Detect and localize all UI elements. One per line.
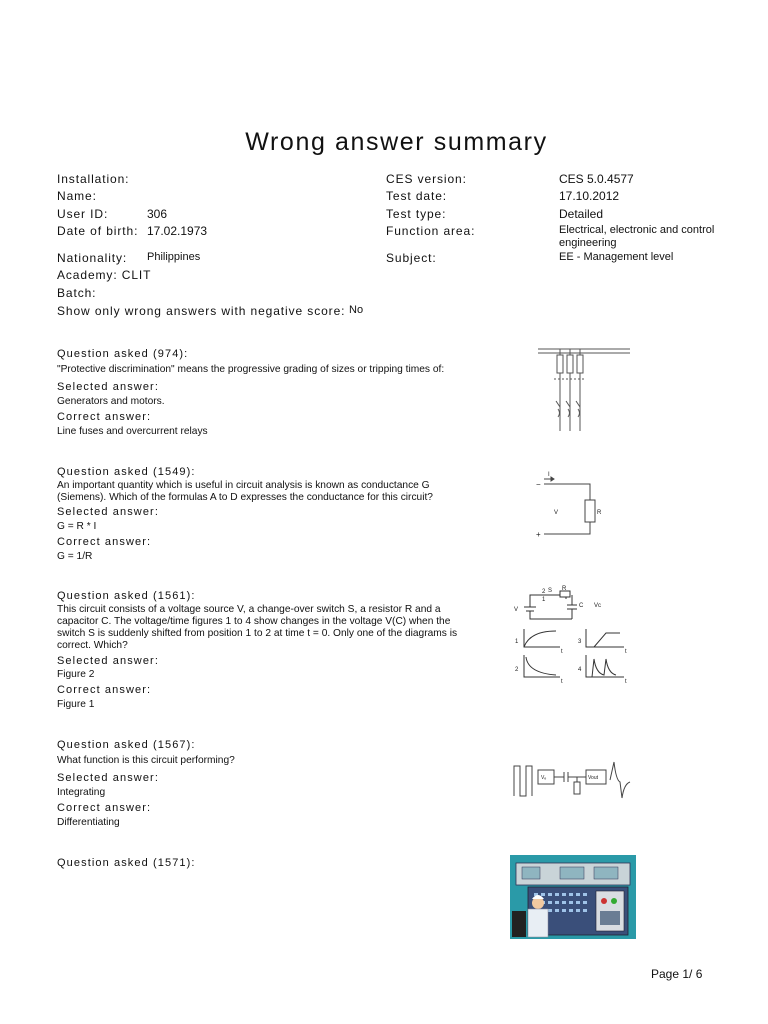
nationality-value: Philippines (147, 251, 201, 263)
figure-1549-plus: + (536, 530, 541, 539)
question-1549-selected: G = R * I (57, 521, 97, 532)
figure-1571-indicator-red (601, 898, 607, 904)
figure-1561-label-s: S (548, 588, 553, 594)
test-date-label: Test date: (386, 189, 448, 203)
question-1561-label: Question asked (1561): (57, 590, 196, 602)
figure-1561-label-switch-2: 2 (542, 589, 546, 595)
figure-1567-block1-label: Vₑ (541, 775, 547, 781)
selected-answer-label: Selected answer: (57, 506, 159, 518)
subject-label: Subject: (386, 251, 437, 265)
test-type-value: Detailed (559, 207, 604, 221)
correct-answer-label: Correct answer: (57, 684, 152, 696)
figure-1561-graph-3-number: 3 (578, 639, 582, 645)
figure-1561-graph-3-axes (586, 629, 624, 647)
question-974-label: Question asked (974): (57, 348, 189, 360)
question-1567-label: Question asked (1567): (57, 739, 196, 751)
figure-1571-operator-body (528, 909, 548, 937)
academy-text: Academy: CLIT (57, 268, 152, 282)
nationality-label: Nationality: (57, 251, 128, 265)
question-1567-selected: Integrating (57, 787, 106, 798)
figure-1567-differentiator (510, 752, 636, 808)
page-number: Page 1/ 6 (651, 967, 703, 981)
figure-1561-graph-4-t: t (625, 679, 627, 685)
question-1567-line-1: What function is this circuit performing? (57, 755, 235, 766)
question-974-correct: Line fuses and overcurrent relays (57, 426, 208, 437)
question-1561-text (57, 604, 497, 652)
batch-label: Batch: (57, 286, 97, 300)
figure-1549-resistor-label: R (597, 510, 602, 516)
page-title: Wrong answer summary (245, 128, 548, 156)
figure-1571-control-room-illustration (510, 855, 636, 939)
question-1561-line-2: capacitor C. The voltage/time figures 1 to 4 show changes in the voltage V(C) when the (57, 616, 451, 627)
figure-1571-display-3 (594, 867, 618, 879)
figure-1561-graph-1-number: 1 (515, 639, 519, 645)
question-1561-selected: Figure 2 (57, 669, 95, 680)
question-974-line-1: "Protective discrimination" means the progressive grading of sizes or tripping times of: (57, 364, 445, 375)
question-1561-line-4: correct. Which? (57, 640, 128, 651)
figure-1549-resistor-circuit (530, 468, 634, 548)
figure-1561-graph-1-curve (524, 631, 556, 647)
question-1549-line-1: An important quantity which is useful in circuit analysis is known as conductance G (57, 480, 430, 491)
question-1549-text (57, 480, 497, 504)
ces-version-label: CES version: (386, 172, 467, 186)
figure-1561-graph-2-curve (526, 657, 556, 675)
question-974-text (57, 364, 497, 376)
figure-974-fuse-1 (557, 355, 563, 373)
figure-1567-resistor (574, 782, 580, 794)
figure-1561-graph-4-curve (592, 659, 616, 677)
figure-1549-minus: − (536, 480, 541, 489)
figure-1561-graph-1-axes (524, 629, 560, 647)
figure-1561-bottom-wire (530, 611, 572, 619)
show-only-label: Show only wrong answers with negative score: (57, 304, 346, 318)
figure-1561-label-v: V (514, 607, 519, 613)
correct-answer-label: Correct answer: (57, 536, 152, 548)
dob-label: Date of birth: (57, 224, 139, 238)
installation-label: Installation: (57, 172, 130, 186)
question-1561-line-1: This circuit consists of a voltage source V, a change-over switch S, a resistor R and a (57, 604, 441, 615)
figure-1561-graph-2-axes (524, 655, 560, 677)
figure-1561-label-c: C (579, 603, 584, 609)
figure-1549-current-label: I (548, 472, 550, 478)
user-id-label: User ID: (57, 207, 109, 221)
figure-1549-arrow-head (551, 477, 554, 481)
figure-974-fuse-2 (567, 355, 573, 373)
selected-answer-label: Selected answer: (57, 772, 159, 784)
figure-1567-block2-label: Vout (588, 775, 599, 781)
selected-answer-label: Selected answer: (57, 655, 159, 667)
figure-1571-display-1 (522, 867, 540, 879)
figure-1571-display-2 (560, 867, 584, 879)
figure-1561-graph-2-t: t (561, 679, 563, 685)
test-type-label: Test type: (386, 207, 447, 221)
figure-974-relays (558, 409, 580, 417)
dob-value: 17.02.1973 (147, 224, 208, 238)
figure-1561-graph-1-t: t (561, 649, 563, 655)
figure-1571-indicator-green (611, 898, 617, 904)
figure-1561-rc-diagrams (512, 585, 640, 685)
question-1567-correct: Differentiating (57, 817, 120, 828)
function-area-label: Function area: (386, 224, 476, 238)
figure-1561-graph-3-t: t (625, 649, 627, 655)
show-only-value: No (349, 304, 364, 316)
figure-1571-chair (512, 911, 526, 937)
question-1561-correct: Figure 1 (57, 699, 95, 710)
name-label: Name: (57, 189, 97, 203)
figure-1561-graph-2-number: 2 (515, 667, 519, 673)
figure-1561-graph-3-curve (594, 633, 620, 647)
user-id-value: 306 (147, 207, 168, 221)
figure-1561-graph-4-number: 4 (578, 667, 582, 673)
figure-974-protection-circuit (536, 343, 632, 433)
figure-1561-label-vc: Vc (594, 603, 602, 609)
figure-1567-output-spikes (610, 762, 630, 798)
question-1549-correct: G = 1/R (57, 551, 93, 562)
figure-1549-voltage-label: V (554, 510, 559, 516)
ces-version-value: CES 5.0.4577 (559, 172, 634, 186)
figure-974-fuse-3 (577, 355, 583, 373)
question-1549-line-2: (Siemens). Which of the formulas A to D expresses the conductance for this circuit? (57, 492, 433, 503)
figure-1567-input-square-wave (514, 766, 532, 796)
question-1571-label: Question asked (1571): (57, 857, 196, 869)
figure-1549-bottom-wire (544, 522, 590, 534)
subject-value: EE - Management level (559, 251, 674, 263)
question-1561-line-3: switch S is suddenly shifted from position 1 to 2 at time t = 0. Only one of the diagrams is (57, 628, 458, 639)
question-974-selected: Generators and motors. (57, 396, 165, 407)
figure-1549-top-wire (544, 484, 590, 500)
question-1567-text (57, 755, 497, 767)
figure-1549-resistor (585, 500, 595, 522)
correct-answer-label: Correct answer: (57, 411, 152, 423)
function-area-line1: Electrical, electronic and control (559, 224, 715, 236)
function-area-line2: engineering (559, 237, 617, 249)
correct-answer-label: Correct answer: (57, 802, 152, 814)
figure-1561-label-r: R (562, 586, 567, 592)
selected-answer-label: Selected answer: (57, 381, 159, 393)
test-date-value: 17.10.2012 (559, 189, 620, 203)
figure-1571-keypad (600, 911, 620, 925)
figure-1561-label-switch-1: 1 (542, 597, 546, 603)
question-1549-label: Question asked (1549): (57, 466, 196, 478)
